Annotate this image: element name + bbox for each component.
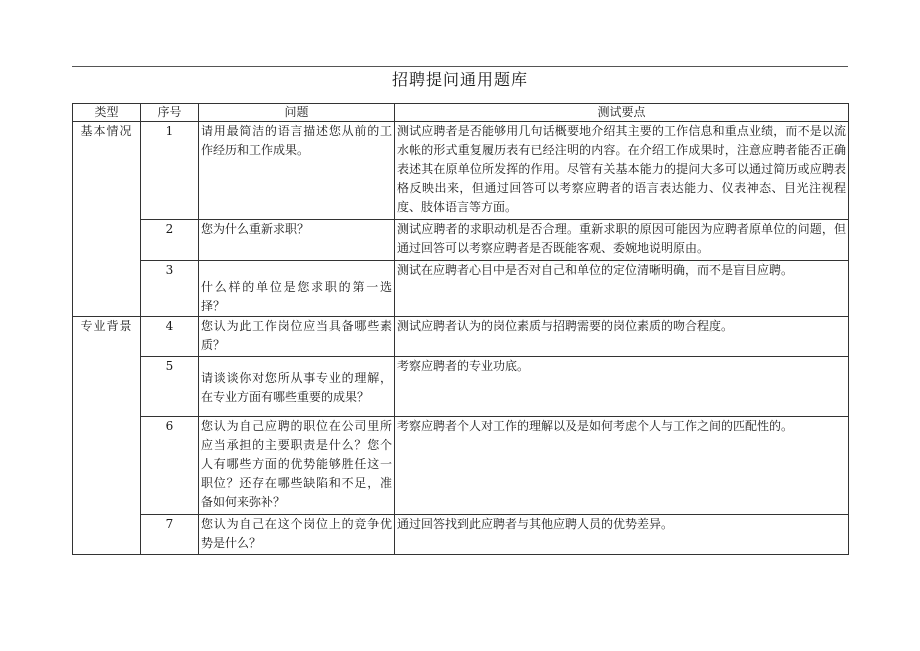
group-type-professional: 专业背景 [73,317,141,555]
group-type-basic: 基本情况 [73,122,141,317]
row-num: 2 [141,220,199,261]
header-question: 问题 [199,104,395,122]
row-question: 请谈谈你对您所从事专业的理解，在专业方面有哪些重要的成果？ [199,357,395,417]
question-bank-table [72,103,849,555]
row-question: 请用最简洁的语言描述您从前的工作经历和工作成果。 [199,122,395,220]
row-num: 3 [141,261,199,317]
row-num: 6 [141,417,199,515]
table-row [73,317,849,357]
row-question: 您认为自己在这个岗位上的竞争优势是什么？ [199,515,395,555]
row-point: 考察应聘者个人对工作的理解以及是如何考虑个人与工作之间的匹配性的。 [395,417,849,515]
row-point: 通过回答找到此应聘者与其他应聘人员的优势差异。 [395,515,849,555]
table-row [73,220,849,261]
table-header-row [73,104,849,122]
top-rule [72,66,848,67]
row-point: 测试在应聘者心目中是否对自己和单位的定位清晰明确，而不是盲目应聘。 [395,261,849,317]
row-question: 您为什么重新求职？ [199,220,395,261]
row-point: 测试应聘者的求职动机是否合理。重新求职的原因可能因为应聘者原单位的问题，但通过回答可以考察应聘者是否既能客观、委婉地说明原由。 [395,220,849,261]
table-row [73,261,849,317]
row-question: 什么样的单位是您求职的第一选择？ [199,261,395,317]
row-point: 测试应聘者是否能够用几句话概要地介绍其主要的工作信息和重点业绩，而不是以流水帐的形式重复履历表有已经注明的内容。在介绍工作成果时，注意应聘者能否正确表述其在原单位所发挥的作用。尽管有关基本能力的提问大多可以通过简历或应聘表格反映出来，但通过回答可以考察应聘者的语言表达能力、仪表神态、目光注视程度、肢体语言等方面。 [395,122,849,220]
header-type: 类型 [73,104,141,122]
row-num: 4 [141,317,199,357]
row-point: 测试应聘者认为的岗位素质与招聘需要的岗位素质的吻合程度。 [395,317,849,357]
document-title: 招聘提问通用题库 [391,70,528,89]
header-num: 序号 [141,104,199,122]
row-point: 考察应聘者的专业功底。 [395,357,849,417]
table-row [73,357,849,417]
table-row [73,122,849,220]
row-question: 您认为此工作岗位应当具备哪些素质？ [199,317,395,357]
row-num: 1 [141,122,199,220]
table-row [73,515,849,555]
row-num: 7 [141,515,199,555]
row-question: 您认为自己应聘的职位在公司里所应当承担的主要职责是什么？您个人有哪些方面的优势能够胜任这一职位？还存在哪些缺陷和不足，准备如何来弥补？ [199,417,395,515]
table-row [73,417,849,515]
row-num: 5 [141,357,199,417]
header-point: 测试要点 [395,104,849,122]
